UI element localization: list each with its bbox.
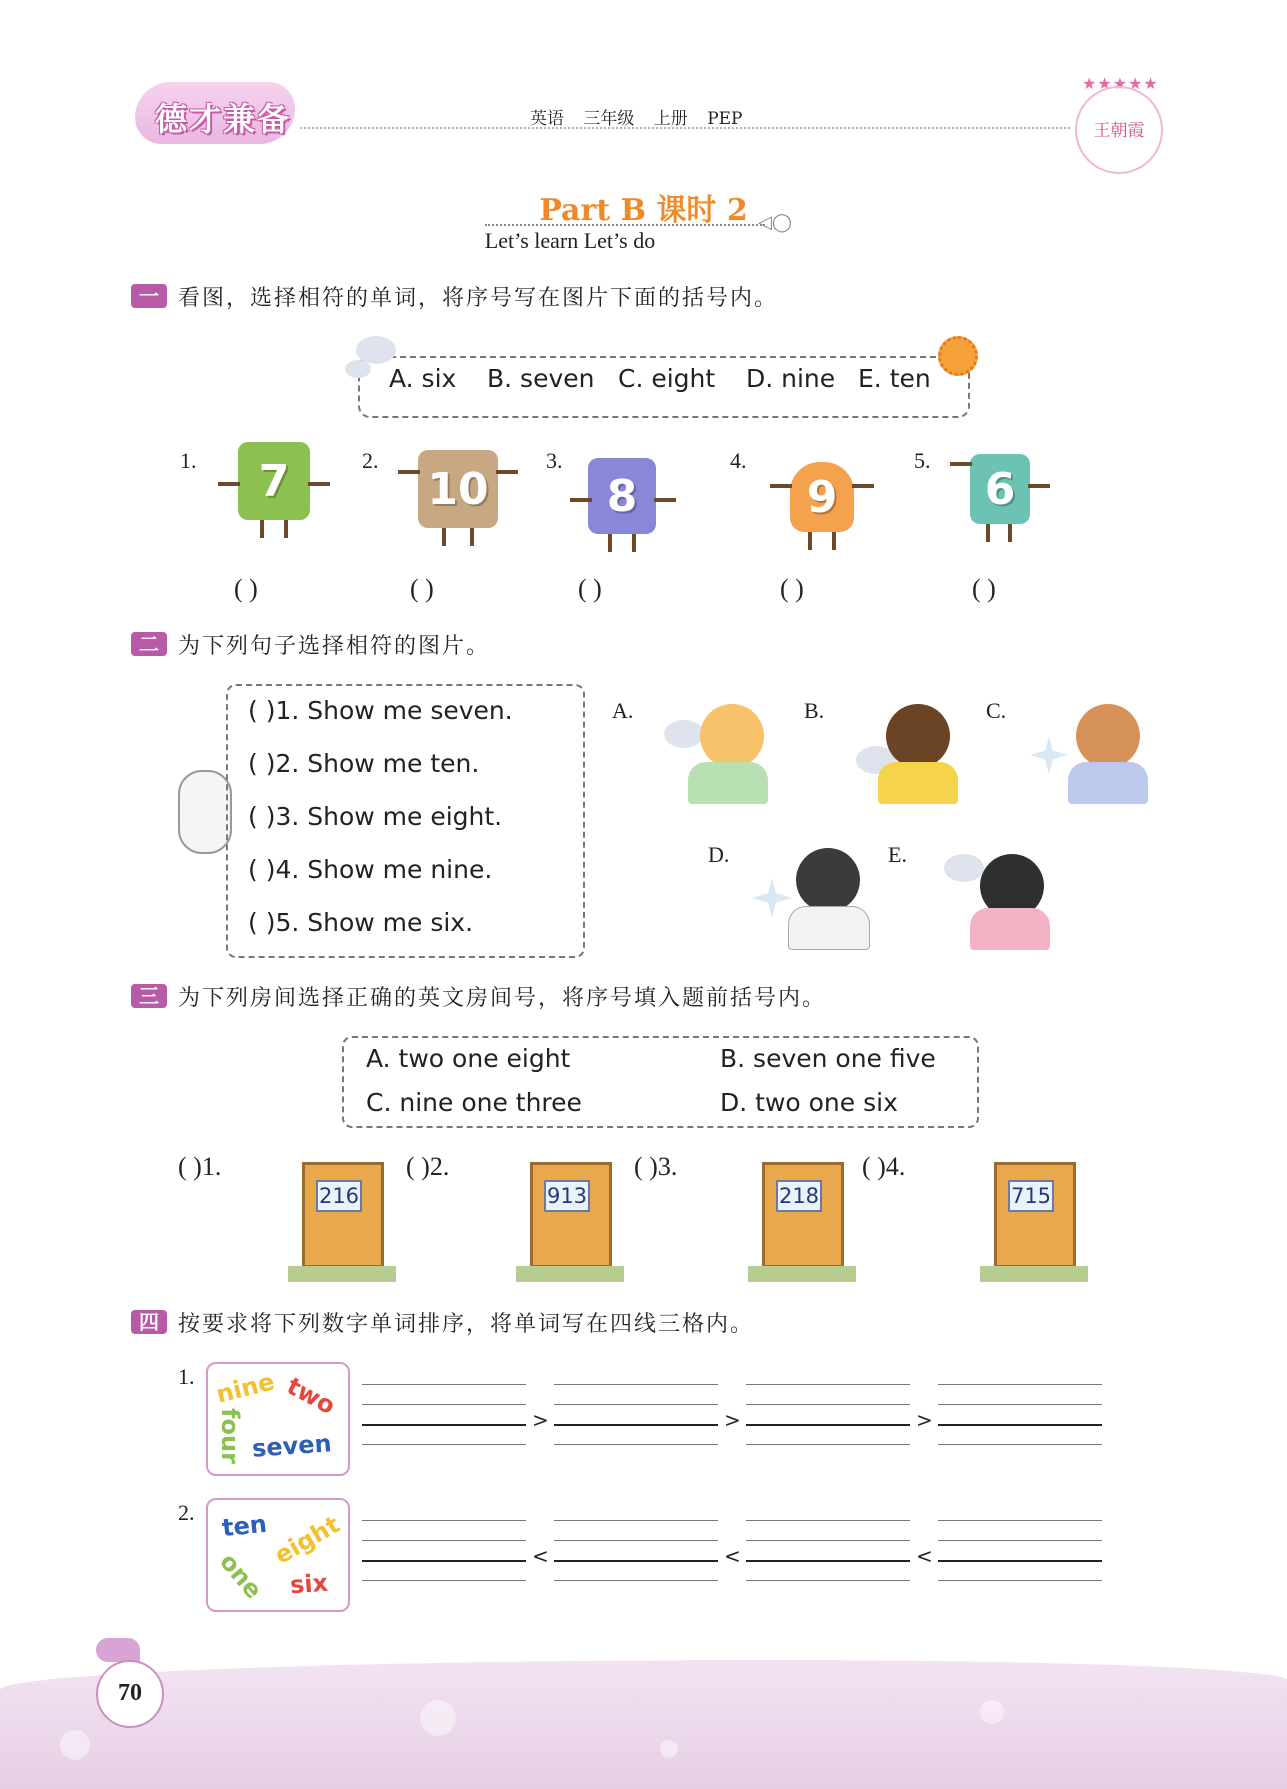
publisher-seal [1075, 86, 1163, 174]
cloud-icon [345, 360, 371, 378]
fish-icon: ◁◯ [758, 212, 792, 233]
door-216 [288, 1162, 398, 1284]
digit-label: 7 [238, 442, 310, 520]
writing-lines[interactable] [362, 1384, 526, 1444]
compare-symbol: < [724, 1544, 741, 1568]
picture-a-girl [664, 696, 774, 806]
door-218 [748, 1162, 858, 1284]
answer-blank[interactable]: ( ) [780, 574, 804, 603]
lesson-subtitle: Let’s learn Let’s do [484, 228, 656, 253]
seal-text: 王朝霞 [1093, 121, 1145, 141]
footer-wave [0, 1660, 1287, 1789]
compare-symbol: > [724, 1408, 741, 1432]
answer-blank[interactable]: ( ) [578, 574, 602, 603]
sentence-item[interactable]: ( )2. Show me ten. [248, 749, 480, 778]
item-number: 5. [914, 448, 931, 473]
word-one: one [214, 1547, 268, 1605]
item-number: 4. [730, 448, 747, 473]
door-number: 715 [1008, 1180, 1054, 1212]
picture-label: E. [888, 842, 907, 867]
word-cloud-box [206, 1362, 350, 1476]
lesson-title: Part B 课时 2 [539, 193, 748, 228]
digit-label: 10 [418, 450, 498, 528]
option-b: B. seven [487, 364, 595, 393]
writing-lines[interactable] [554, 1384, 718, 1444]
group-number: 2. [178, 1500, 195, 1525]
brand-logo: 德才兼备 [155, 100, 292, 138]
room-option-b: B. seven one five [720, 1044, 936, 1073]
room-option-a: A. two one eight [366, 1044, 571, 1073]
section-badge: 四 [131, 1310, 167, 1334]
sentence-item[interactable]: ( )4. Show me nine. [248, 855, 493, 884]
section-instruction: 按要求将下列数字单词排序，将单词写在四线三格内。 [178, 1312, 755, 1337]
answer-blank[interactable]: ( ) [972, 574, 996, 603]
sentence-item[interactable]: ( )5. Show me six. [248, 908, 474, 937]
item-number: 1. [180, 448, 197, 473]
word-ten: ten [220, 1509, 269, 1543]
dolphin-icon [96, 1638, 140, 1662]
cat-mascot-icon [178, 770, 232, 854]
sentence-item[interactable]: ( )3. Show me eight. [248, 802, 503, 831]
writing-lines[interactable] [938, 1384, 1102, 1444]
door-answer-blank[interactable]: ( )2. [406, 1152, 450, 1181]
picture-c-boy [1030, 696, 1144, 806]
writing-lines[interactable] [362, 1520, 526, 1580]
picture-e-girl [940, 840, 1050, 950]
word-eight: eight [269, 1510, 345, 1570]
compare-symbol: < [532, 1544, 549, 1568]
door-913 [516, 1162, 626, 1284]
group-number: 1. [178, 1364, 195, 1389]
title-underline [485, 224, 765, 226]
number-seven-character [238, 442, 310, 520]
digit-label: 8 [588, 458, 656, 534]
item-number: 3. [546, 448, 563, 473]
door-answer-blank[interactable]: ( )4. [862, 1152, 906, 1181]
number-six-character [970, 454, 1030, 524]
section-badge: 二 [131, 632, 167, 656]
subject-info: 英语 三年级 上册 PEP [530, 109, 743, 129]
word-seven: seven [251, 1429, 333, 1463]
door-number: 913 [544, 1180, 590, 1212]
room-option-c: C. nine one three [366, 1088, 582, 1117]
word-two: two [282, 1371, 340, 1421]
writing-lines[interactable] [746, 1520, 910, 1580]
section-badge: 三 [131, 984, 167, 1008]
section-badge: 一 [131, 284, 167, 308]
door-number: 216 [316, 1180, 362, 1212]
writing-lines[interactable] [938, 1520, 1102, 1580]
picture-d-boy [752, 840, 862, 950]
answer-blank[interactable]: ( ) [410, 574, 434, 603]
section-instruction: 为下列房间选择正确的英文房间号，将序号填入题前括号内。 [178, 986, 827, 1011]
writing-lines[interactable] [554, 1520, 718, 1580]
page-number: 70 [96, 1660, 164, 1728]
section-instruction: 为下列句子选择相符的图片。 [178, 634, 491, 659]
sun-icon [938, 336, 978, 376]
number-nine-character [790, 462, 854, 532]
door-answer-blank[interactable]: ( )3. [634, 1152, 678, 1181]
item-number: 2. [362, 448, 379, 473]
option-d: D. nine [746, 364, 836, 393]
word-cloud-box [206, 1498, 350, 1612]
option-e: E. ten [858, 364, 931, 393]
compare-symbol: > [532, 1408, 549, 1432]
word-six: six [289, 1568, 329, 1600]
picture-label: A. [612, 698, 634, 723]
section-instruction: 看图，选择相符的单词，将序号写在图片下面的括号内。 [178, 286, 779, 311]
word-four: four [215, 1408, 244, 1464]
door-answer-blank[interactable]: ( )1. [178, 1152, 222, 1181]
room-option-d: D. two one six [720, 1088, 898, 1117]
option-a: A. six [389, 364, 457, 393]
door-number: 218 [776, 1180, 822, 1212]
door-715 [980, 1162, 1090, 1284]
digit-label: 9 [790, 462, 854, 532]
sentence-item[interactable]: ( )1. Show me seven. [248, 696, 513, 725]
number-eight-character [588, 458, 656, 534]
compare-symbol: > [916, 1408, 933, 1432]
number-ten-character [418, 450, 498, 528]
word-nine: nine [213, 1367, 278, 1409]
picture-label: B. [804, 698, 825, 723]
answer-blank[interactable]: ( ) [234, 574, 258, 603]
picture-label: D. [708, 842, 730, 867]
star-icon: ★★★★★ [1082, 74, 1159, 93]
compare-symbol: < [916, 1544, 933, 1568]
writing-lines[interactable] [746, 1384, 910, 1444]
option-c: C. eight [618, 364, 716, 393]
picture-b-boy [856, 696, 966, 806]
picture-label: C. [986, 698, 1007, 723]
digit-label: 6 [970, 454, 1030, 524]
